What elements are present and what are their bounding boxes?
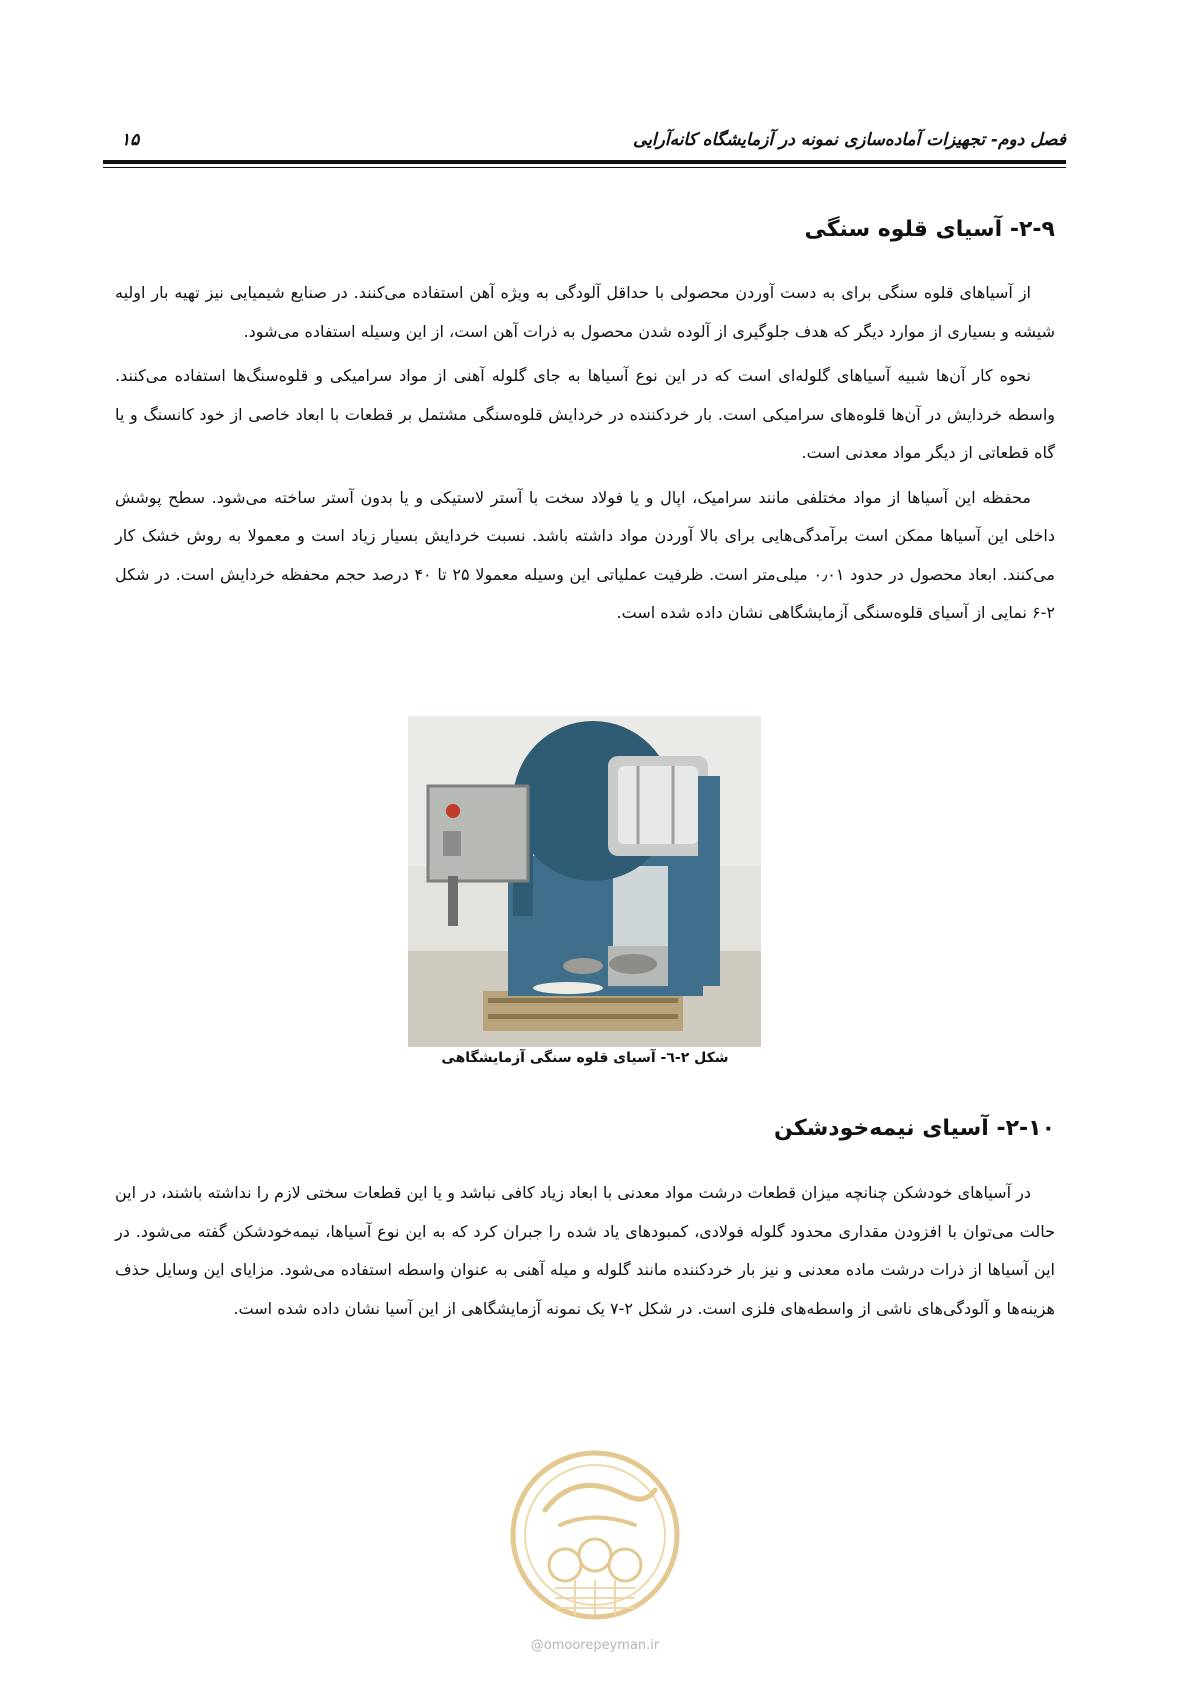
section-2-10: [115, 1116, 1055, 1141]
paragraph: نحوه کار آن‌ها شبیه آسیاهای گلوله‌ای است که در این نوع آسیاها به جای گلوله آهنی از مواد سرامیکی و قلوه‌سنگ‌ها استفاده می‌کنند. واسطه خردایش در آن‌ها قلوه‌های سرامیکی است. بار خردکننده در خردایش قلوه‌سنگی مشتمل بر قطعات با ابعاد خاصی از خود کانسنگ و یا گاه قطعاتی از دیگر مواد معدنی است.: [115, 366, 1055, 462]
watermark: [505, 1440, 685, 1670]
watermark-site: @omoorepeyman.ir: [530, 1638, 660, 1653]
watermark-logo: [505, 1440, 685, 1630]
header-rule-thin: [103, 167, 1066, 168]
pebble-mill-photo: [408, 716, 761, 1047]
section-2-9-body: [115, 274, 1055, 639]
chapter-title: فصل دوم- تجهیزات آماده‌سازی نمونه در آزمایشگاه کانه‌آرایی: [633, 130, 1066, 150]
section-heading: ۲-۹- آسیای قلوه سنگی: [804, 217, 1055, 242]
figure-caption: شکل ۲-٦- آسیای قلوه سنگی آزمایشگاهی: [441, 1050, 729, 1066]
section-2-9: [115, 217, 1055, 242]
paragraph: محفظه این آسیاها از مواد مختلفی مانند سرامیک، اپال و یا فولاد سخت با آستر لاستیکی و یا بدون آستر ساخته می‌شود. سطح پوشش داخلی این آسیاها ممکن است برآمدگی‌هایی برای بالا آوردن مواد داشته باشد. نسبت خردایش بسیار زیاد است و معمولا به روش خشک کار می‌کنند. ابعاد محصول در حدود ۰٫۰۱ میلی‌متر است. ظرفیت عملیاتی این وسیله معمولا ۲۵ تا ۴۰ درصد حجم محفظه خردایش است. در شکل ۲-۶ نمایی از آسیای قلوه‌سنگی آزمایشگاهی نشان داده شده است.: [115, 487, 1055, 622]
running-header: [103, 126, 1066, 162]
paragraph: از آسیاهای قلوه سنگی برای به دست آوردن محصولی با حداقل آلودگی به ویژه آهن استفاده می‌کنند. در صنایع شیمیایی نیز تهیه بار اولیه شیشه و بسیاری از موارد دیگر که هدف جلوگیری از آلوده شدن محصول به ذرات آهن است، از این وسیله استفاده می‌شود.: [115, 283, 1055, 341]
pebble-mill-illustration: [408, 716, 761, 1047]
section-2-10-body: [115, 1174, 1055, 1334]
header-rule-thick: [103, 160, 1066, 164]
page-number: ۱۵: [121, 130, 140, 150]
section-heading: ۲-۱۰- آسیای نیمه‌خودشکن: [774, 1116, 1055, 1141]
paragraph: در آسیاهای خودشکن چنانچه میزان قطعات درشت مواد معدنی با ابعاد زیاد کافی نباشد و یا این قطعات سختی لازم را نداشته باشند، در این حالت می‌توان با افزودن مقداری محدود گلوله فولادی، کمبودهای یاد شده را جبران کرد که به این نوع آسیاها، نیمه‌خودشکن گفته می‌شود. در این آسیاها از ذرات درشت ماده معدنی و نیز بار خردکننده مانند گلوله و میله آهنی به عنوان واسطه استفاده می‌شود. مزایای این وسایل حذف هزینه‌ها و آلودگی‌های ناشی از واسطه‌های فلزی است. در شکل ۲-۷ یک نمونه آزمایشگاهی از این آسیا نشان داده شده است.: [115, 1183, 1055, 1318]
